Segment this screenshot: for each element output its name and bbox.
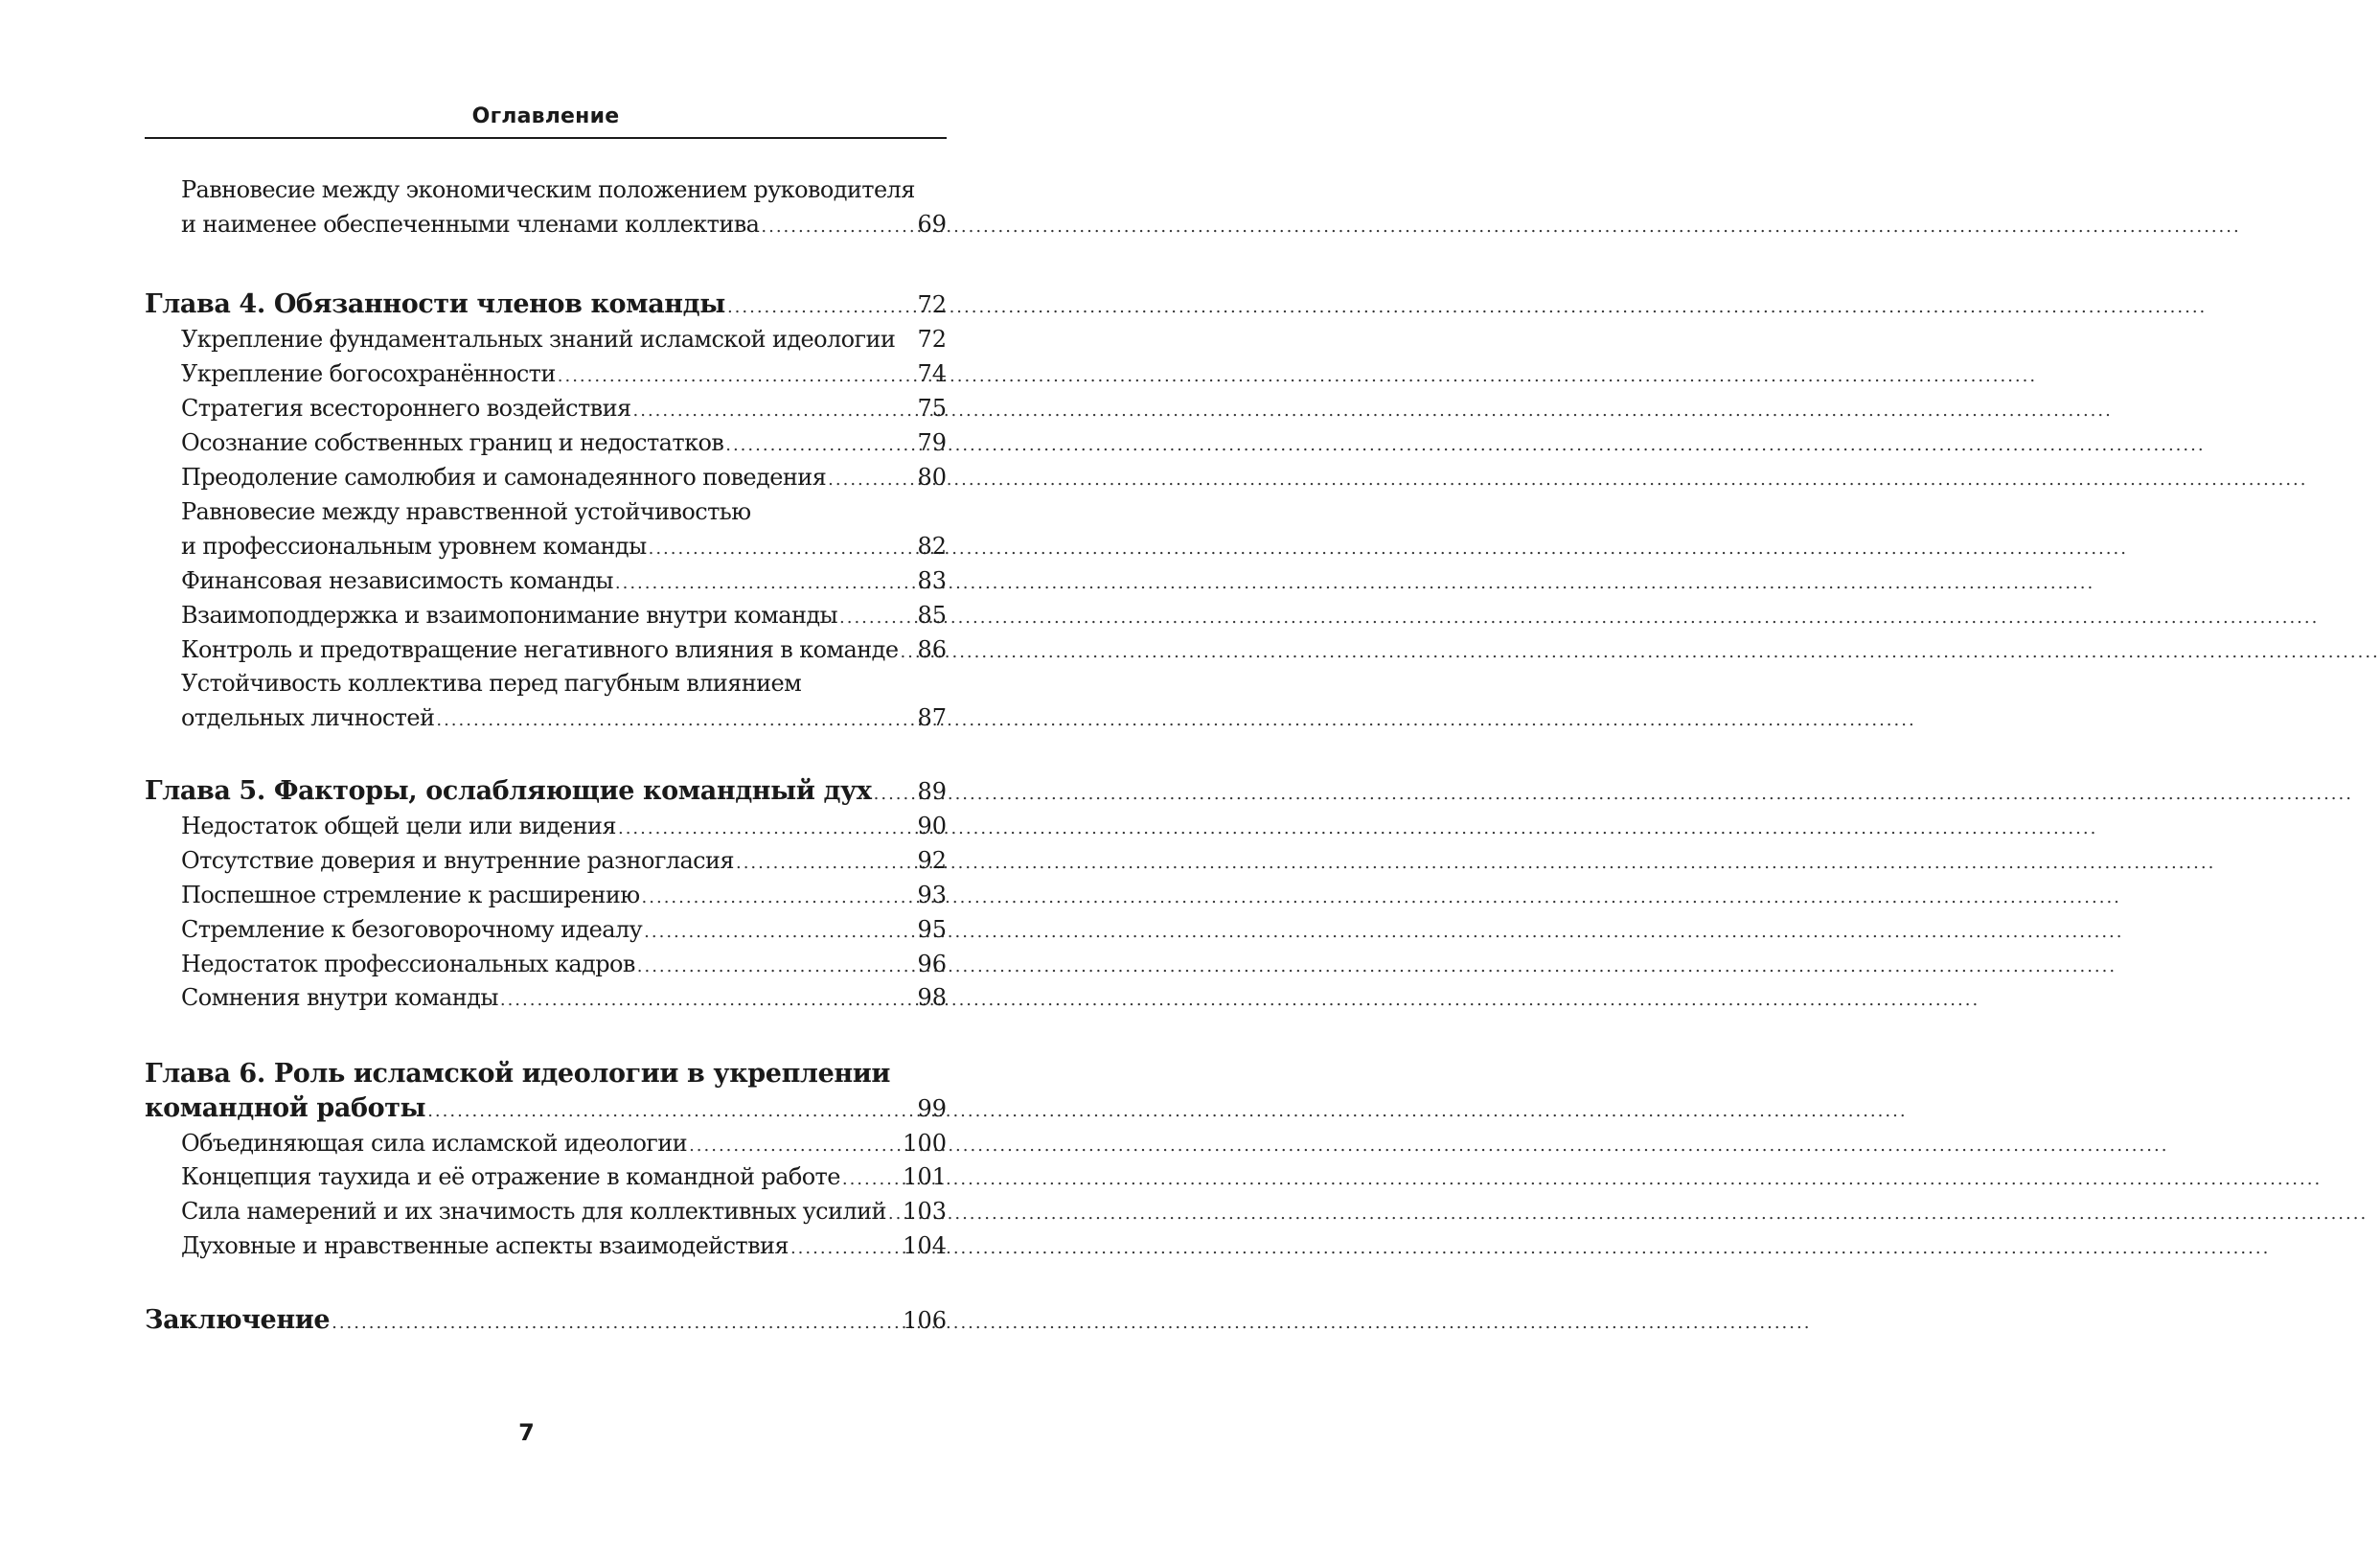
toc-entry-title: отдельных личностей: [181, 704, 435, 731]
toc-entry-line: [181, 878, 947, 912]
toc-entry-title: Контроль и предотвращение негативного влияния в команде: [181, 636, 899, 663]
dot-leader: [615, 566, 912, 601]
toc-entry-line: [181, 947, 947, 981]
toc-entry-title: Финансовая независимость команды: [181, 567, 613, 594]
toc-chapter-line: [145, 287, 947, 322]
dot-leader: [633, 394, 912, 428]
toc-entry-line: [181, 1159, 947, 1194]
toc-entry-title: Преодоление самолюбия и самонадеянного поведения: [181, 464, 827, 491]
toc-entry-title: Сомнения внутри команды: [181, 984, 498, 1011]
toc-page-number: 89: [917, 778, 947, 805]
toc-entry-line: [181, 1126, 947, 1160]
toc-entry-title: Заключение: [145, 1305, 331, 1335]
toc-entry-title: Глава 4. Обязанности членов команды: [145, 289, 725, 319]
dot-leader: [828, 463, 911, 497]
dot-leader: [649, 532, 912, 566]
toc-entry-title: Стратегия всестороннего воздействия: [181, 395, 631, 422]
toc-entry-line: [181, 809, 947, 843]
toc-entry-line: [181, 700, 947, 735]
toc-page-number: 69: [917, 211, 947, 238]
toc-entry-title: Взаимоподдержка и взаимопонимание внутри команды: [181, 602, 838, 629]
dot-leader: [727, 290, 912, 325]
dot-leader: [725, 428, 911, 463]
dot-leader: [689, 1129, 897, 1163]
toc-entry-title: Поспешное стремление к расширению: [181, 882, 640, 908]
toc-page-number: 72: [917, 291, 947, 318]
dot-leader: [874, 777, 912, 812]
dot-leader: [736, 846, 911, 881]
toc-entry-line: [181, 980, 947, 1015]
toc-entry-line: [181, 356, 947, 391]
toc-page-number: 74: [917, 360, 947, 387]
dot-leader: [332, 1306, 897, 1341]
toc-entry-title: Недостаток профессиональных кадров: [181, 951, 635, 977]
toc-entry-line: [181, 391, 947, 425]
toc-page-number: 104: [903, 1232, 947, 1259]
toc-page-number: 82: [917, 533, 947, 560]
dot-leader: [558, 359, 912, 394]
toc-entry-title: Отсутствие доверия и внутренние разногласия: [181, 847, 734, 874]
toc-page-number: 106: [903, 1307, 947, 1334]
toc-entry-line: [181, 666, 947, 700]
toc-entry-line: [181, 632, 947, 667]
toc-page-number: 101: [903, 1163, 947, 1190]
toc-entry-title: Глава 6. Роль исламской идеологии в укреплении: [145, 1059, 890, 1089]
toc-chapter-line: [145, 1303, 947, 1338]
toc-entry-title: Равновесие между нравственной устойчивостью: [181, 498, 751, 525]
toc-entry-title: и профессиональным уровнем команды: [181, 533, 647, 560]
toc-page-number: 75: [917, 395, 947, 422]
toc-entry-line: [181, 843, 947, 878]
toc-entry-line: [181, 494, 947, 529]
toc-page-number: 79: [917, 429, 947, 456]
toc-entry-line: [181, 912, 947, 947]
dot-leader: [644, 915, 911, 950]
toc-entry-title: Устойчивость коллектива перед пагубным влиянием: [181, 670, 802, 697]
toc-entry-title: Осознание собственных границ и недостатков: [181, 429, 724, 456]
toc-entry-line: [181, 1194, 947, 1228]
toc-entry-line: [181, 1228, 947, 1263]
toc-entry-line: [181, 172, 947, 207]
toc-entry-title: Объединяющая сила исламской идеологии: [181, 1130, 688, 1157]
dot-leader: [500, 983, 912, 1018]
toc-page-number: 96: [917, 951, 947, 977]
toc-chapter-line: [145, 1091, 947, 1126]
toc-entry-title: Сила намерений и их значимость для коллективных усилий: [181, 1198, 886, 1225]
dot-leader: [637, 950, 912, 984]
table-of-contents: [145, 0, 947, 1561]
toc-page-number: 98: [917, 984, 947, 1011]
toc-entry-line: [181, 529, 947, 563]
toc-entry-title: Духовные и нравственные аспекты взаимодействия: [181, 1232, 789, 1259]
toc-page-number: 86: [917, 636, 947, 663]
toc-page-number: 100: [903, 1130, 947, 1157]
toc-entry-line: [181, 598, 947, 632]
dot-leader: [900, 635, 911, 670]
toc-page-number: 95: [917, 916, 947, 943]
toc-entry-title: и наименее обеспеченными членами коллектива: [181, 211, 760, 238]
dot-leader: [618, 812, 911, 846]
page-number: 7: [518, 1419, 535, 1446]
toc-page-number: 99: [917, 1095, 947, 1122]
toc-entry-line: [181, 322, 947, 356]
toc-entry-line: [181, 207, 947, 241]
dot-leader: [642, 881, 912, 915]
toc-entry-line: [181, 563, 947, 598]
dot-leader: [888, 1197, 897, 1231]
dot-leader: [842, 1162, 897, 1197]
toc-entry-title: Равновесие между экономическим положением руководителя: [181, 176, 915, 203]
toc-page-number: 80: [917, 464, 947, 491]
toc-entry-title: Концепция таухида и её отражение в командной работе: [181, 1163, 840, 1190]
toc-page-number: 72: [917, 326, 947, 353]
toc-chapter-line: [145, 774, 947, 809]
dot-leader: [839, 601, 911, 635]
page-title: Оглавление: [471, 104, 620, 128]
toc-page-number: 92: [917, 847, 947, 874]
toc-entry-title: Недостаток общей цели или видения: [181, 813, 616, 839]
dot-leader: [761, 210, 911, 244]
dot-leader: [790, 1231, 897, 1266]
dot-leader: [427, 1094, 911, 1129]
toc-entry-title: Укрепление фундаментальных знаний исламской идеологии: [181, 326, 896, 353]
toc-entry-title: Стремление к безоговорочному идеалу: [181, 916, 643, 943]
toc-page-number: 93: [917, 882, 947, 908]
toc-page-number: 87: [917, 704, 947, 731]
dot-leader: [436, 703, 911, 738]
toc-page-number: 90: [917, 813, 947, 839]
toc-entry-title: Укрепление богосохранённости: [181, 360, 556, 387]
toc-entry-line: [181, 460, 947, 494]
toc-page-number: 103: [903, 1198, 947, 1225]
toc-page-number: 85: [917, 602, 947, 629]
toc-entry-line: [181, 425, 947, 460]
toc-entry-title: Глава 5. Факторы, ослабляющие командный дух: [145, 776, 872, 806]
toc-entry-title: командной работы: [145, 1093, 426, 1123]
toc-page-number: 83: [917, 567, 947, 594]
toc-chapter-line: [145, 1057, 947, 1091]
